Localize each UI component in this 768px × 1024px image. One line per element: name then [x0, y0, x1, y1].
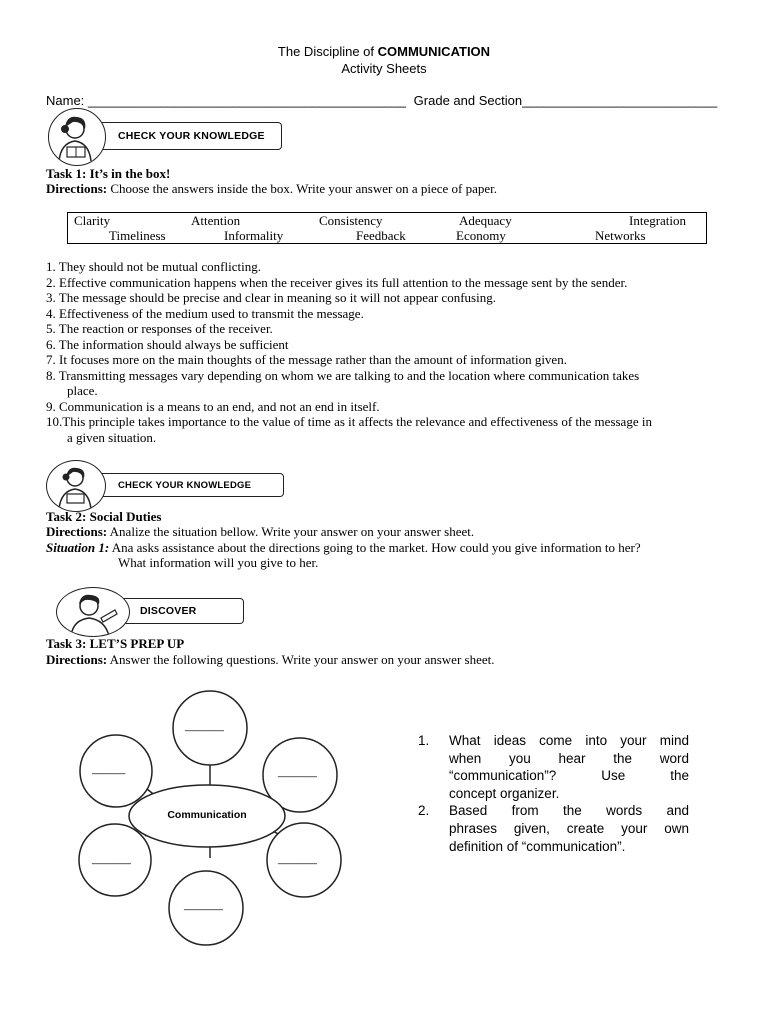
question-line: phrases given, create your own — [449, 820, 689, 836]
task2-directions — [46, 524, 474, 539]
question-line: definition of “communication”. — [449, 838, 626, 854]
question-line: “communication”? Use the — [449, 768, 689, 784]
organizer-blank[interactable]: _______ — [185, 721, 224, 732]
list-item: 1. They should not be mutual conflicting. — [46, 259, 261, 274]
student-reading-icon — [46, 460, 106, 512]
list-item-continuation: place. — [67, 383, 98, 398]
box-word: Feedback — [356, 228, 406, 243]
task3-directions — [46, 652, 495, 667]
task2-heading — [46, 509, 161, 524]
situation-text: Ana asks assistance about the directions going to the market. How could you give information to her? — [109, 540, 641, 555]
page-title — [0, 44, 768, 59]
question-line: What ideas come into your mind — [449, 733, 689, 748]
discover-badge — [56, 587, 246, 635]
task2-title: Task 2: Social Duties — [46, 509, 162, 524]
name-label: Name: — [46, 93, 85, 108]
box-word: Networks — [595, 228, 646, 243]
task2-situation — [46, 540, 641, 555]
box-word: Integration — [629, 213, 687, 228]
situation-text-2: What information will you give to her. — [118, 555, 319, 570]
check-knowledge-badge-2 — [46, 460, 286, 510]
question-line: Based from the words and — [449, 803, 689, 819]
question-2 — [418, 802, 689, 855]
task1-heading — [46, 166, 170, 181]
box-word: Adequacy — [459, 213, 512, 228]
box-word: Timeliness — [109, 228, 166, 243]
list-item: 6. The information should always be sufficient — [46, 336, 289, 352]
task1-directions — [46, 181, 497, 196]
box-word: Clarity — [74, 213, 111, 228]
task3-directions-text: Answer the following questions. Write your answer on your answer sheet. — [107, 652, 495, 667]
task3-directions-label: Directions: — [46, 652, 108, 667]
list-item: 2. Effective communication happens when the receiver gives its full attention to the message sent by the sender. — [46, 274, 628, 290]
concept-organizer — [60, 690, 360, 955]
box-word: Attention — [191, 213, 241, 228]
student-writing-icon — [56, 587, 130, 637]
organizer-blank[interactable]: _______ — [184, 900, 223, 911]
question-1 — [418, 732, 689, 802]
list-item-continuation: a given situation. — [67, 429, 157, 445]
list-item: 8. Transmitting messages vary depending on whom we are talking to and the location where communication takes — [46, 367, 640, 383]
title-prefix: The Discipline of — [277, 44, 378, 59]
check-knowledge-badge-1 — [48, 108, 283, 164]
badge-label: DISCOVER — [114, 598, 244, 624]
organizer-blank[interactable]: _______ — [92, 854, 131, 865]
list-item: 9. Communication is a means to an end, and not an end in itself. — [46, 398, 380, 414]
task1-directions-text: Choose the answers inside the box. Write your answer on a piece of paper. — [107, 181, 497, 196]
page-subtitle: Activity Sheets — [341, 61, 427, 76]
task1-directions-label: Directions: — [46, 181, 108, 196]
task1-items — [46, 259, 726, 445]
question-number: 2. — [418, 803, 430, 819]
task2-directions-text: Analize the situation bellow. Write your answer on your answer sheet. — [107, 524, 475, 539]
task1-title: Task 1: It’s in the box! — [46, 166, 171, 181]
organizer-center-label: Communication — [167, 809, 247, 821]
task2-directions-label: Directions: — [46, 524, 108, 539]
badge-label: CHECK YOUR KNOWLEDGE — [92, 473, 284, 497]
box-word: Consistency — [319, 213, 383, 228]
list-item: 3. The message should be precise and clear in meaning so it will not appear confusing. — [46, 290, 496, 305]
task3-questions — [418, 732, 689, 855]
name-blank[interactable]: ____________________________________________ — [87, 93, 407, 108]
list-item: 7. It focuses more on the main thoughts of the message rather than the amount of information given. — [46, 352, 567, 367]
list-item: 4. Effectiveness of the medium used to transmit the message. — [46, 305, 364, 321]
student-reading-icon — [48, 108, 106, 166]
list-item: 5. The reaction or responses of the receiver. — [46, 321, 273, 336]
box-word: Informality — [224, 228, 284, 243]
task3-title: Task 3: LET’S PREP UP — [46, 636, 185, 651]
list-item: 10.This principle takes importance to the value of time as it affects the relevance and effectiveness of the message in — [46, 414, 652, 429]
question-line: concept organizer. — [449, 785, 560, 801]
situation-label: Situation 1: — [46, 540, 110, 555]
box-word: Economy — [456, 228, 506, 243]
question-line: when you hear the word — [449, 750, 689, 766]
answer-box — [67, 212, 707, 244]
task3-heading — [46, 636, 184, 651]
grade-label: Grade and Section — [413, 93, 523, 108]
name-line — [46, 93, 717, 108]
grade-blank[interactable]: ___________________________ — [522, 93, 718, 108]
organizer-blank[interactable]: ______ — [92, 764, 126, 775]
organizer-blank[interactable]: _______ — [278, 854, 317, 865]
question-number: 1. — [418, 733, 430, 748]
organizer-blank[interactable]: _______ — [278, 767, 317, 778]
title-bold: COMMUNICATION — [377, 44, 491, 59]
badge-label: CHECK YOUR KNOWLEDGE — [92, 122, 282, 150]
